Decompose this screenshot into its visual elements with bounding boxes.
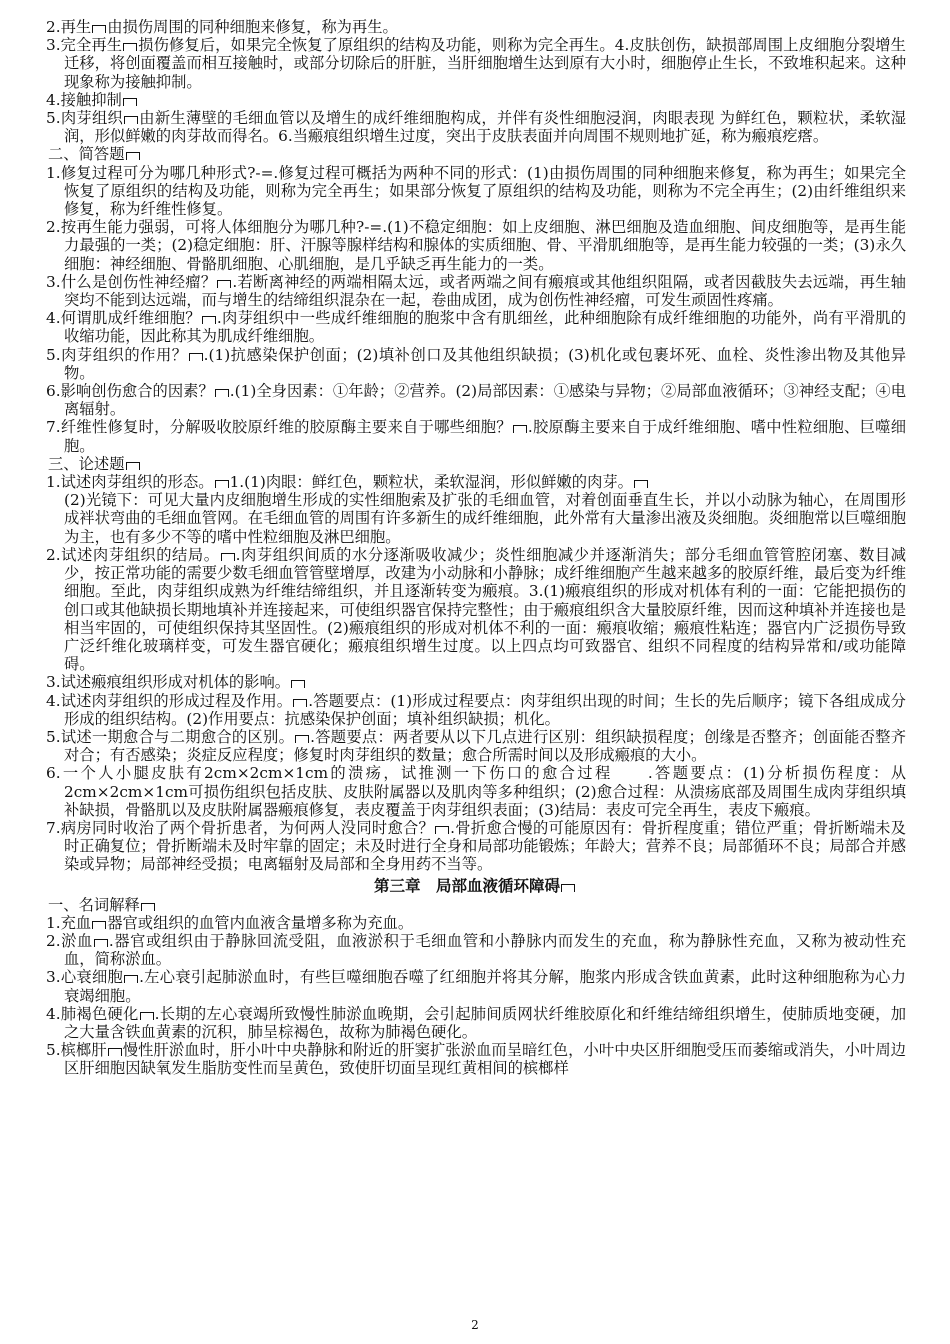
numbered-paragraph: 7.纤维性修复时，分解吸收胶原纤维的胶原酶主要来自于哪些细胞？ .胶原酶主要来自于成纤维细胞、嗜中性粒细胞、巨噬细胞。	[46, 418, 906, 455]
bracket-mark-icon	[215, 389, 229, 397]
section-heading: 一、名词解释	[44, 896, 906, 914]
numbered-paragraph: 1.试述肉芽组织的形态。 1.(1)肉眼：鲜红色，颗粒状，柔软湿润，形似鲜嫩的肉芽。	[44, 473, 906, 491]
bracket-mark-icon	[221, 553, 235, 561]
numbered-paragraph: 3.心衰细胞 .左心衰引起肺淤血时，有些巨噬细胞吞噬了红细胞并将其分解，胞浆内形成含铁血黄素，此时这种细胞称为心力衰竭细胞。	[46, 968, 906, 1005]
document-body	[44, 18, 906, 1078]
numbered-paragraph: 3.完全再生 损伤修复后，如果完全恢复了原组织的结构及功能，则称为完全再生。4.皮肤创伤，缺损部周围上皮细胞分裂增生迁移，将创面覆盖而相互接触时，或部分切除后的肝脏，当肝细胞增生达到原有大小时，细胞停止生长，不致堆积起来。这种现象称为接触抑制。	[46, 36, 906, 91]
numbered-paragraph: 4.肺褐色硬化 .长期的左心衰竭所致慢性肺淤血晚期，会引起肺间质网状纤维胶原化和纤维结缔组织增生，使肺质地变硬，加之大量含铁血黄素的沉积，肺呈棕褐色，故称为肺褐色硬化。	[46, 1004, 906, 1041]
numbered-paragraph: 2.试述肉芽组织的结局。 .肉芽组织间质的水分逐渐吸收减少；炎性细胞减少并逐渐消失；部分毛细血管管腔闭塞、数目减少，按正常功能的需要少数毛细血管管壁增厚，改建为小动脉和小静脉；成纤维细胞产生越来越多的胶原纤维，最后变为纤维细胞。至此，肉芽组织成熟为纤维结缔组织，并且逐渐转变为瘢痕。3.(1)瘢痕组织的形成对机体有利的一面：它能把损伤的创口或其他缺损长期地填补并连接起来，可使组织器官保持完整性；由于瘢痕组织含大量胶原纤维，因而这种填补并连接也是相当牢固的，可使组织保持其坚固性。(2)瘢痕组织的形成对机体不利的一面：瘢痕收缩；瘢痕性粘连；器官内广泛损伤导致广泛纤维化玻璃样变，可发生器官硬化；瘢痕组织增生过度。以上四点均可致器官、组织不同程度的结构异常和/或功能障碍。	[46, 545, 906, 674]
numbered-paragraph: 5.肉芽组织的作用？ .(1)抗感染保护创面；(2)填补创口及其他组织缺损；(3)机化或包裹坏死、血栓、炎性渗出物及其他异物。	[46, 345, 906, 382]
bracket-mark-icon	[293, 699, 307, 707]
bracket-mark-icon	[123, 43, 137, 51]
bracket-mark-icon	[513, 425, 527, 433]
numbered-paragraph: 6.一个人小腿皮肤有2cm×2cm×1cm的溃疡，试推测一下伤口的愈合过程 .答题要点：(1)分析损伤程度：从2cm×2cm×1cm可损伤组织包括皮肤、皮肤附属器以及肌肉等多种组织；(2)愈合过程：从溃疡底部及周围生成肉芽组织填补缺损，骨骼肌以及皮肤附属器瘢痕修复，表皮覆盖于肉芽组织表面；(3)结局：表皮可完全再生，表皮下瘢痕。	[46, 764, 906, 819]
numbered-paragraph: 2.淤血 .器官或组织由于静脉回流受阻，血液淤积于毛细血管和小静脉内而发生的充血，称为静脉性充血，又称为被动性充血，简称淤血。	[46, 931, 906, 969]
bracket-mark-icon	[189, 353, 203, 361]
numbered-paragraph: 4.何谓肌成纤维细胞？ .肉芽组织中一些成纤维细胞的胞浆中含有肌细丝，此种细胞除有成纤维细胞的功能外，尚有平滑肌的收缩功能，因此称其为肌成纤维细胞。	[46, 309, 906, 346]
numbered-paragraph: 2.再生 由损伤周围的同种细胞来修复，称为再生。	[46, 18, 398, 36]
section-heading: 二、简答题	[44, 145, 906, 163]
numbered-paragraph: 3.试述瘢痕组织形成对机体的影响。	[44, 673, 906, 691]
bracket-mark-icon	[295, 735, 309, 743]
numbered-paragraph: 3.什么是创伤性神经瘤？ .若断离神经的两端相隔太远，或者两端之间有瘢痕或其他组织阻隔，或者因截肢失去远端，再生轴突均不能到达远端，而与增生的结缔组织混杂在一起，卷曲成团，成为创伤性神经瘤，可发生顽固性疼痛。	[46, 272, 906, 310]
bracket-mark-icon	[435, 826, 449, 834]
numbered-paragraph: 2.按再生能力强弱，可将人体细胞分为哪几种?-=.(1)不稳定细胞：如上皮细胞、淋巴细胞及造血细胞、间皮细胞等，是再生能力最强的一类；(2)稳定细胞：肝、汗腺等腺样结构和腺体的实质细胞、骨、平滑肌细胞等，是再生能力较强的一类；(3)永久细胞：神经细胞、骨骼肌细胞、心肌细胞，是几乎缺乏再生能力的一类。	[46, 218, 906, 273]
chapter-title: 第三章 局部血液循环障碍	[44, 876, 906, 896]
numbered-paragraph: 1.修复过程可分为哪几种形式?-=.修复过程可概括为两种不同的形式：(1)由损伤周围的同种细胞来修复，称为再生；如果完全恢复了原组织的结构及功能，则称为完全再生；如果部分恢复了原组织的结构及功能，则称为不完全再生；(2)由纤维组织来修复，称为纤维性修复。	[46, 163, 906, 219]
paragraph-continuation: (2)光镜下：可见大量内皮细胞增生形成的实性细胞索及扩张的毛细血管，对着创面垂直生长，并以小动脉为轴心，在周围形成袢状弯曲的毛细血管网。在毛细血管的周围有许多新生的成纤维细胞，此外常有大量渗出液及炎细胞。炎细胞常以巨噬细胞为主，也有多少不等的嗜中性粒细胞及淋巴细胞。	[64, 491, 906, 546]
numbered-paragraph: 5.试述一期愈合与二期愈合的区别。 .答题要点：两者要从以下几点进行区别：组织缺损程度；创缘是否整齐；创面能否整齐对合；有否感染；炎症反应程度；修复时肉芽组织的数量；愈合所需时间以及形成瘢痕的大小。	[46, 727, 906, 765]
bracket-mark-icon	[108, 1048, 122, 1056]
bracket-mark-icon	[140, 1012, 154, 1020]
bracket-mark-icon	[94, 939, 108, 947]
numbered-paragraph: 5.槟榔肝 慢性肝淤血时，肝小叶中央静脉和附近的肝窦扩张淤血而呈暗红色，小叶中央区肝细胞受压而萎缩或消失，小叶周边区肝细胞因缺氧发生脂肪变性而呈黄色，致使肝切面呈现红黄相间的槟榔样	[46, 1041, 906, 1078]
bracket-mark-icon	[217, 280, 231, 288]
numbered-paragraph: 1.充血 器官或组织的血管内血液含量增多称为充血。	[46, 913, 414, 932]
numbered-paragraph: 4.接触抑制	[44, 91, 906, 109]
numbered-paragraph: 4.试述肉芽组织的形成过程及作用。 .答题要点：(1)形成过程要点：肉芽组织出现的时间；生长的先后顺序；镜下各组成成分形成的组织结构。(2)作用要点：抗感染保护创面；填补组织缺损；机化。	[46, 691, 906, 728]
bracket-mark-icon	[123, 98, 137, 106]
bracket-mark-icon	[215, 480, 229, 488]
bracket-mark-icon	[141, 903, 155, 911]
page-number: 2	[471, 1318, 479, 1332]
bracket-mark-icon	[634, 480, 648, 488]
bracket-mark-icon	[124, 975, 138, 983]
numbered-paragraph: 6.影响创伤愈合的因素？ .(1)全身因素：①年龄；②营养。(2)局部因素：①感染与异物；②局部血液循环；③神经支配；④电离辐射。	[46, 382, 906, 419]
numbered-paragraph: 7.病房同时收治了两个骨折患者，为何两人没同时愈合？ .骨折愈合慢的可能原因有：骨折程度重；错位严重；骨折断端未及时正确复位；骨折断端未及时牢靠的固定；未及时进行全身和局部功能锻炼；年龄大；营养不良；局部循环不良；局部合并感染或异物；局部神经受损；电离辐射及局部和全身用药不当等。	[46, 818, 906, 874]
numbered-paragraph: 5.肉芽组织 由新生薄壁的毛细血管以及增生的成纤维细胞构成，并伴有炎性细胞浸润，肉眼表现 为鲜红色，颗粒状，柔软湿润，形似鲜嫩的肉芽故而得名。6.当瘢痕组织增生过度，突出于皮肤表面并向周围不规则地扩延，称为瘢痕疙瘩。	[46, 109, 906, 146]
bracket-mark-icon	[202, 316, 216, 324]
bracket-mark-icon	[291, 680, 305, 688]
bracket-mark-icon	[92, 25, 106, 33]
section-heading: 三、论述题	[44, 455, 906, 473]
bracket-mark-icon	[124, 116, 138, 124]
bracket-mark-icon	[126, 462, 140, 470]
bracket-mark-icon	[92, 921, 106, 929]
bracket-mark-icon	[561, 884, 575, 892]
bracket-mark-icon	[126, 152, 140, 160]
